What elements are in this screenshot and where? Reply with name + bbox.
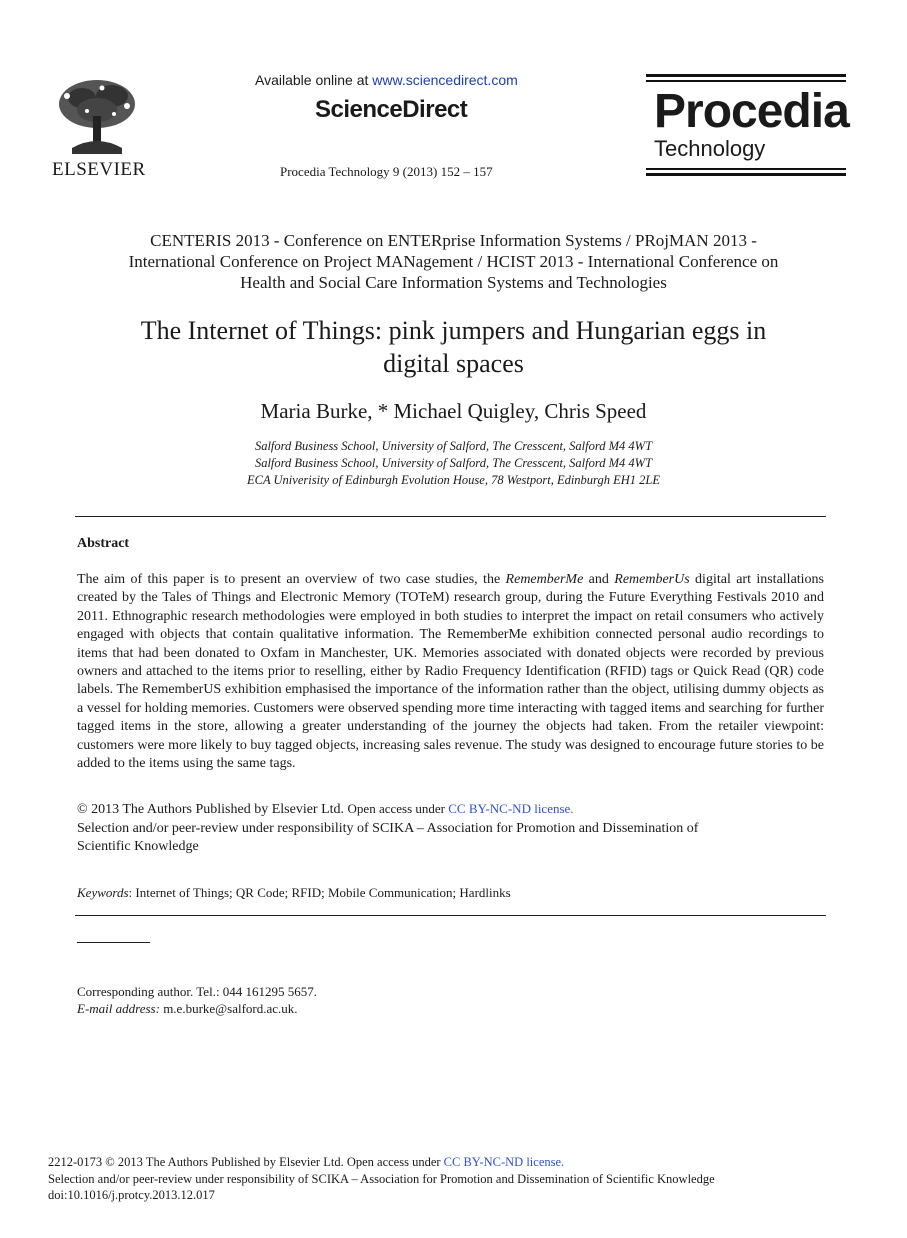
abstract-text: and <box>583 572 615 587</box>
affiliation-line: Salford Business School, University of Salford, The Cresscent, Salford M4 4WT <box>254 439 653 453</box>
review-line: Scientific Knowledge <box>77 839 199 854</box>
title-line: The Internet of Things: pink jumpers and Hungarian eggs in <box>140 316 767 345</box>
abstract-text: The aim of this paper is to present an overview of two case studies, the <box>77 572 506 587</box>
footer-doi[interactable]: doi:10.1016/j.protcy.2013.12.017 <box>48 1188 215 1202</box>
conference-line: Health and Social Care Information Systems and Technologies <box>240 273 667 292</box>
available-online-line <box>255 72 545 88</box>
abstract-top-rule <box>75 516 826 517</box>
abstract-heading: Abstract <box>77 536 130 551</box>
keywords-bottom-rule <box>75 915 826 916</box>
license-link[interactable]: CC BY-NC-ND license. <box>448 801 574 816</box>
procedia-subtitle: Technology <box>654 136 766 161</box>
procedia-wordmark: Procedia <box>654 85 849 138</box>
affiliations <box>60 438 847 489</box>
footer-line: Selection and/or peer-review under responsibility of SCIKA – Association for Promotion and Dissemination of Scientific Knowledge <box>48 1171 715 1186</box>
keywords <box>77 884 824 901</box>
sciencedirect-link[interactable]: www.sciencedirect.com <box>372 72 518 88</box>
procedia-logo <box>646 74 849 176</box>
conference-line: CENTERIS 2013 - Conference on ENTERprise Information Systems / PRojMAN 2013 - <box>150 231 757 250</box>
copyright-block <box>77 800 824 857</box>
sciencedirect-wordmark: ScienceDirect <box>315 96 468 123</box>
footer-license-link[interactable]: CC BY-NC-ND license. <box>443 1155 565 1169</box>
affiliation-line: ECA Univerisity of Edinburgh Evolution House, 78 Westport, Edinburgh EH1 2LE <box>247 473 660 487</box>
elsevier-logo <box>52 76 146 180</box>
procedia-top-rule-2 <box>646 80 846 82</box>
footnote-corresponding: Corresponding author. Tel.: 044 161295 5657. <box>77 984 318 999</box>
elsevier-wordmark: ELSEVIER <box>52 159 146 180</box>
title-line: digital spaces <box>383 349 524 378</box>
footnote-rule <box>77 942 150 943</box>
footer-line <box>48 1154 868 1171</box>
procedia-bottom-rule <box>646 168 846 170</box>
page-footer <box>48 1154 868 1204</box>
procedia-top-rule <box>646 74 846 77</box>
copyright-line <box>77 800 824 820</box>
abstract-em: RememberUs <box>614 572 690 587</box>
footer-text: 2212-0173 © 2013 The Authors Published by Elsevier Ltd. Open access under <box>48 1155 444 1169</box>
conference-name <box>60 230 847 293</box>
review-line: Selection and/or peer-review under responsibility of SCIKA – Association for Promotion and Dissemination of <box>77 820 699 836</box>
footnote <box>77 983 824 1017</box>
procedia-bottom-rule-2 <box>646 173 846 176</box>
abstract-em: RememberMe <box>505 572 584 587</box>
affiliation-line: Salford Business School, University of Salford, The Cresscent, Salford M4 4WT <box>254 456 653 470</box>
abstract-body <box>77 571 824 773</box>
keywords-text: : Internet of Things; QR Code; RFID; Mobile Communication; Hardlinks <box>128 885 511 900</box>
available-prefix: Available online at <box>255 72 373 88</box>
journal-reference: Procedia Technology 9 (2013) 152 – 157 <box>280 164 493 179</box>
paper-title <box>60 314 847 380</box>
open-access-text: Open access under <box>347 801 449 816</box>
conference-line: International Conference on Project MANagement / HCIST 2013 - International Conference on <box>128 252 779 271</box>
footnote-email-line <box>77 1000 824 1017</box>
authors: Maria Burke, * Michael Quigley, Chris Speed <box>260 399 647 423</box>
email-label: E-mail address: <box>77 1001 160 1016</box>
abstract-text: digital art installations created by the Tales of Things and Electronic Memory (TOTeM) research group, during the Future Everything Festivals 2010 and 2011. Ethnographic research methodologies were employed in both studies to interpret the impact on retail consumers who actively engaged with objects that contain qualitative information. The RememberMe exhibition connected personal audio recordings to items that had been donated to Oxfam in Manchester, UK. Memories associated with donated objects were recorded by previous owners and attached to the items prior to reselling, either by Radio Frequency Identification (RFID) tags or Quick Read (QR) code labels. The RememberUS exhibition emphasised the importance of the information rather than the object, utilising dummy objects as a vessel for holding memories. Customers were observed spending more time interacting with tagged items and searching for further tagged items in the store, allowing a greater understanding of the journey the objects had taken. From the retailer viewpoint: customers were more likely to buy tagged objects, increasing sales revenue. The study was designed to encourage future stories to be added to the items using the same tags. <box>77 572 825 772</box>
email-address[interactable]: m.e.burke@salford.ac.uk. <box>159 1001 298 1016</box>
keywords-label: Keywords <box>77 885 129 900</box>
copyright-text: © 2013 The Authors Published by Elsevier Ltd. <box>77 802 348 817</box>
elsevier-tree-icon <box>52 76 142 156</box>
